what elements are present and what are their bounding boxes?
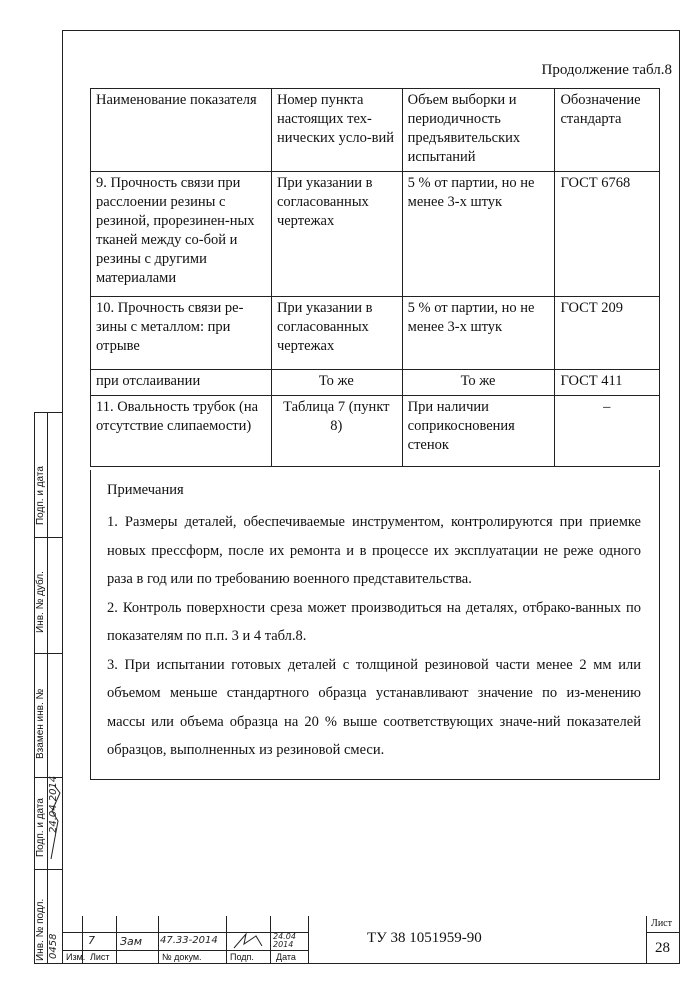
- stamp-col-line: [158, 916, 159, 964]
- table-cell: ГОСТ 6768: [555, 172, 660, 297]
- caption-date: Дата: [276, 952, 296, 962]
- table-row: [91, 172, 660, 297]
- handwritten-signature-icon: [48, 781, 62, 861]
- stamp-signature-icon: [232, 932, 266, 950]
- table-header-row: [91, 89, 660, 172]
- table-cell: 5 % от партии, но не менее 3-х штук: [402, 297, 555, 370]
- side-registration-strip: [34, 412, 62, 964]
- stamp-col-line: [308, 916, 309, 964]
- table-row: [91, 396, 660, 467]
- stamp-change-number: 7: [88, 934, 95, 947]
- title-block: [62, 916, 680, 964]
- note-item: 2. Контроль поверхности среза может производиться на деталях, отбрако-ванных по показателям по п.п. 3 и 4 табл.8.: [107, 599, 641, 644]
- caption-sheet: Лист: [90, 952, 110, 962]
- header-clause-number: Номер пункта настоящих тех-нических усло-вий: [271, 89, 402, 172]
- notes-section: [90, 470, 660, 780]
- table-cell: 5 % от партии, но не менее 3-х штук: [402, 172, 555, 297]
- stamp-row-line: [62, 950, 308, 951]
- stamp-col-line: [226, 916, 227, 964]
- header-sample-size: Объем выборки и периодичность предъявительских испытаний: [402, 89, 555, 172]
- stamp-document-number: 47.33-2014: [160, 935, 218, 946]
- stamp-row-line: [62, 932, 308, 933]
- table-cell: То же: [402, 370, 555, 396]
- sheet-caption: Лист: [651, 918, 672, 929]
- table-cell: При указании в согласованных чертежах: [271, 172, 402, 297]
- document-designation: ТУ 38 1051959-90: [367, 930, 482, 946]
- caption-document: № докум.: [162, 952, 202, 962]
- table-row: [91, 370, 660, 396]
- side-divider: [35, 537, 62, 538]
- caption-change: Изм.: [66, 952, 86, 962]
- stamp-sheet-mark: Зам: [120, 935, 143, 948]
- specification-table: [90, 88, 660, 467]
- table-cell: 10. Прочность связи ре-зины с металлом: при отрыве: [91, 297, 272, 370]
- stamp-col-line: [116, 916, 117, 964]
- notes-heading: Примечания: [107, 482, 184, 498]
- side-label-original-inventory: Инв. № подл.: [35, 898, 46, 961]
- side-divider: [35, 653, 62, 654]
- table-cell: –: [555, 396, 660, 467]
- table-cell: То же: [271, 370, 402, 396]
- handwritten-inventory-number: 0458: [48, 933, 59, 959]
- header-indicator-name: Наименование показателя: [91, 89, 272, 172]
- table-row: [91, 297, 660, 370]
- stamp-date: 24.04 2014: [273, 932, 296, 949]
- table-cell: ГОСТ 411: [555, 370, 660, 396]
- table-cell: При указании в согласованных чертежах: [271, 297, 402, 370]
- handwritten-date: 24.04.2014: [48, 775, 59, 833]
- side-label-replaces-inventory: Взамен инв. №: [35, 688, 46, 759]
- side-label-signature-date-top: Подп. и дата: [35, 466, 46, 525]
- header-standard: Обозначение стандарта: [555, 89, 660, 172]
- side-label-duplicate-inventory: Инв. № дубл.: [35, 571, 46, 633]
- table-cell: 9. Прочность связи при расслоении резины с резиной, прорезинен-ных тканей между со-бой и резины с другими материалами: [91, 172, 272, 297]
- caption-signature: Подп.: [230, 952, 254, 962]
- table-cell: ГОСТ 209: [555, 297, 660, 370]
- note-item: 3. При испытании готовых деталей с толщиной резиновой части менее 2 мм или объемом меньше стандартного образца устанавливают значение по из-менению массы или объема образца на 20 % выше соответствующих значе-ний показателей образцов, выполненных из резиновой смеси.: [107, 656, 641, 758]
- table-continuation-label: Продолжение табл.8: [541, 62, 672, 78]
- side-divider: [35, 869, 62, 870]
- table-cell: 11. Овальность трубок (на отсутствие слипаемости): [91, 396, 272, 467]
- stamp-row-line: [646, 932, 680, 933]
- note-item: 1. Размеры деталей, обеспечиваемые инструментом, контролируются при приемке новых прессформ, после их ремонта и в процессе их эксплуатации не реже одного раза в год или по требованию военного представительства.: [107, 514, 641, 587]
- table-cell: при отслаивании: [91, 370, 272, 396]
- side-label-signature-date-bottom: Подп. и дата: [35, 798, 46, 857]
- table-cell: Таблица 7 (пункт 8): [271, 396, 402, 467]
- sheet-number: 28: [655, 940, 670, 956]
- stamp-col-line: [270, 916, 271, 964]
- table-cell: При наличии соприкосновения стенок: [402, 396, 555, 467]
- stamp-col-line: [646, 916, 647, 964]
